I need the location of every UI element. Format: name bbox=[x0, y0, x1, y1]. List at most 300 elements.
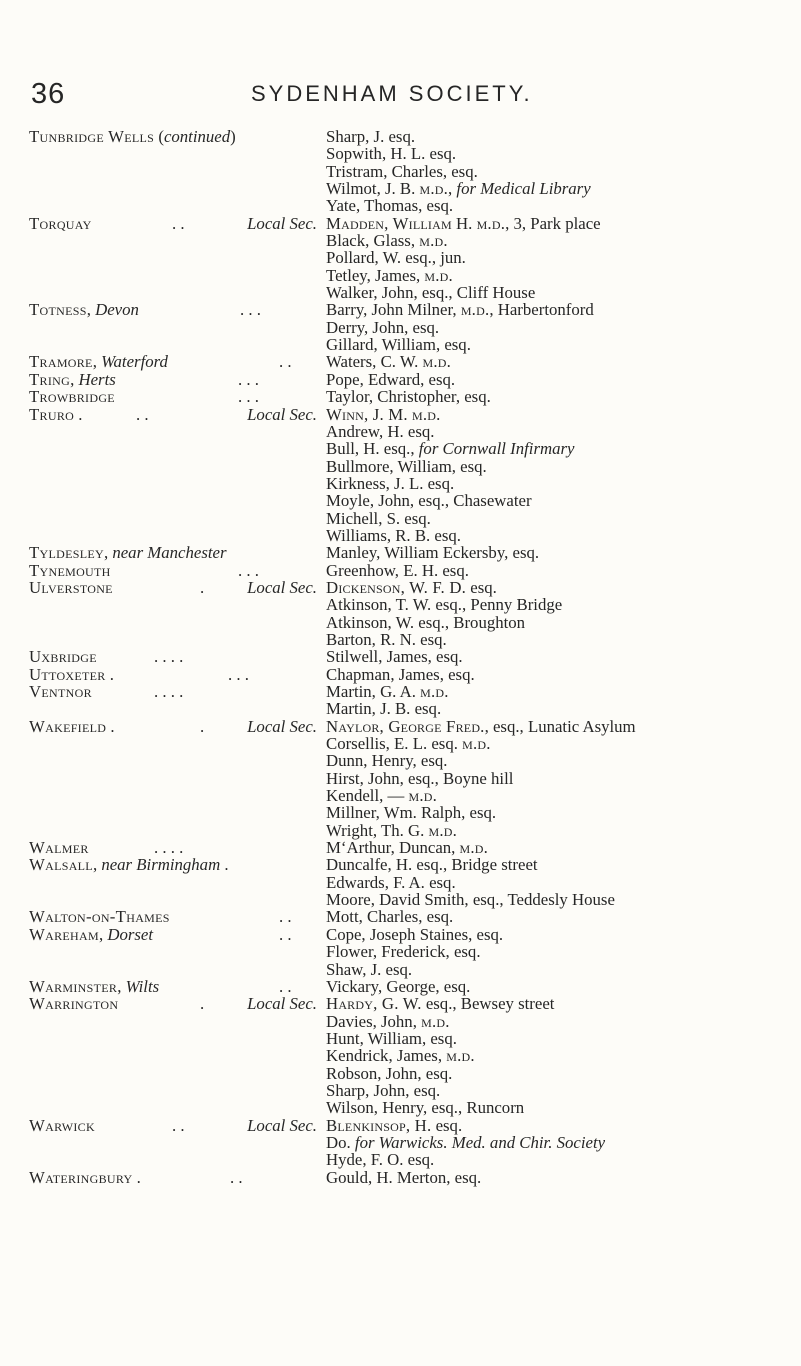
member-name bbox=[326, 683, 449, 700]
text-segment: Wilson, Henry, esq., Runcorn bbox=[326, 1098, 525, 1118]
text-segment: Derry, John, esq. bbox=[326, 317, 440, 337]
list-row bbox=[0, 926, 801, 943]
text-segment: Martin, J. B. esq. bbox=[326, 699, 442, 719]
member-name bbox=[326, 1065, 452, 1082]
member-name bbox=[326, 510, 431, 527]
text-segment: Andrew, H. esq. bbox=[326, 421, 435, 441]
text-segment: , bbox=[92, 352, 102, 372]
dot-leader: . . bbox=[279, 907, 292, 927]
text-segment: Tynemouth bbox=[29, 560, 111, 580]
text-segment: Corsellis, E. L. esq. bbox=[326, 734, 463, 754]
list-row bbox=[0, 197, 801, 214]
member-name bbox=[326, 752, 447, 769]
member-name bbox=[326, 804, 496, 821]
dot-leader: . bbox=[200, 577, 205, 597]
text-segment: Wareham bbox=[29, 924, 99, 944]
member-name bbox=[326, 926, 503, 943]
list-row bbox=[0, 301, 801, 318]
text-segment: Bullmore, William, esq. bbox=[326, 456, 487, 476]
list-row bbox=[0, 804, 801, 821]
list-row bbox=[0, 700, 801, 717]
member-name bbox=[326, 475, 454, 492]
member-name bbox=[326, 232, 448, 249]
text-segment: Atkinson, W. esq., Broughton bbox=[326, 612, 526, 632]
text-segment: Walsall bbox=[29, 855, 93, 875]
location-label bbox=[29, 1117, 95, 1134]
member-name bbox=[326, 353, 451, 370]
list-row bbox=[0, 527, 801, 544]
text-segment: Martin, G. A. bbox=[326, 682, 421, 701]
text-segment: Atkinson, T. W. esq., Penny Bridge bbox=[326, 595, 563, 615]
text-segment: Blenkinsop, H. bbox=[326, 1115, 432, 1135]
member-name bbox=[326, 700, 441, 717]
list-row bbox=[0, 1030, 801, 1047]
location-label bbox=[29, 406, 82, 423]
member-name bbox=[326, 458, 487, 475]
member-name bbox=[326, 180, 591, 197]
list-row bbox=[0, 163, 801, 180]
local-secretary-label: Local Sec. bbox=[247, 1115, 317, 1135]
text-segment: Pope, Edward, esq. bbox=[326, 369, 456, 389]
member-name bbox=[326, 978, 470, 995]
member-name bbox=[326, 1030, 457, 1047]
text-segment: m.d. bbox=[419, 231, 448, 251]
member-name bbox=[326, 163, 478, 180]
text-segment: Dorset bbox=[107, 924, 154, 944]
text-segment: , bbox=[92, 855, 102, 875]
member-name bbox=[326, 492, 532, 509]
text-segment: Do. bbox=[326, 1132, 355, 1152]
text-segment: Sharp, J. esq. bbox=[326, 127, 416, 146]
subscriber-list bbox=[0, 128, 801, 1186]
list-row bbox=[0, 128, 801, 145]
member-name bbox=[326, 562, 469, 579]
text-segment: m.d. bbox=[460, 300, 490, 320]
list-row bbox=[0, 648, 801, 665]
location-label bbox=[29, 666, 114, 683]
text-segment: , bbox=[70, 369, 79, 389]
member-name bbox=[326, 648, 463, 665]
text-segment: , bbox=[448, 179, 457, 199]
text-segment: ) bbox=[230, 127, 236, 146]
member-name bbox=[326, 388, 491, 405]
text-segment: Naylor, George Fred. bbox=[326, 716, 485, 736]
list-row bbox=[0, 770, 801, 787]
list-row bbox=[0, 319, 801, 336]
text-segment: m.d. bbox=[419, 179, 449, 199]
text-segment: Sopwith, H. L. esq. bbox=[326, 144, 457, 164]
list-row bbox=[0, 284, 801, 301]
list-row bbox=[0, 1169, 801, 1186]
text-segment: esq., Bewsey street bbox=[421, 994, 555, 1014]
text-segment: Wilts bbox=[125, 976, 160, 996]
text-segment: Yate, Thomas, esq. bbox=[326, 196, 454, 216]
member-name bbox=[326, 301, 594, 318]
text-segment: . bbox=[74, 404, 83, 424]
list-row bbox=[0, 666, 801, 683]
text-segment: Hirst, John, esq., Boyne hill bbox=[326, 768, 514, 788]
text-segment: Moore, David Smith, esq., Teddesly House bbox=[326, 890, 615, 910]
list-row bbox=[0, 180, 801, 197]
list-row bbox=[0, 145, 801, 162]
text-segment: Vickary, George, esq. bbox=[326, 976, 471, 996]
list-row bbox=[0, 908, 801, 925]
dot-leader: . . . bbox=[240, 300, 261, 320]
text-segment: Devon bbox=[95, 300, 139, 320]
list-row bbox=[0, 752, 801, 769]
list-row bbox=[0, 440, 801, 457]
list-row bbox=[0, 475, 801, 492]
text-segment: Shaw, J. esq. bbox=[326, 959, 413, 979]
list-row bbox=[0, 614, 801, 631]
dot-leader: . . bbox=[230, 1167, 243, 1187]
text-segment: Black, Glass, bbox=[326, 231, 420, 251]
text-segment: , 3, Park place bbox=[505, 213, 601, 233]
text-segment: Tetley, James, bbox=[326, 265, 425, 285]
member-name bbox=[326, 631, 447, 648]
list-row bbox=[0, 267, 801, 284]
text-segment: , bbox=[117, 976, 126, 996]
member-name bbox=[326, 145, 456, 162]
list-row bbox=[0, 388, 801, 405]
location-label bbox=[29, 388, 115, 405]
member-name bbox=[326, 1169, 481, 1186]
member-name bbox=[326, 440, 574, 457]
text-segment: Trowbridge bbox=[29, 387, 115, 407]
location-label bbox=[29, 1169, 141, 1186]
dot-leader: . . . bbox=[238, 387, 259, 407]
text-segment: Walton-on-Thames bbox=[29, 907, 170, 927]
location-label bbox=[29, 301, 139, 318]
member-name bbox=[326, 822, 457, 839]
text-segment: . bbox=[106, 716, 115, 736]
list-row bbox=[0, 1117, 801, 1134]
text-segment: Wakefield bbox=[29, 716, 107, 736]
list-row bbox=[0, 787, 801, 804]
list-row bbox=[0, 995, 801, 1012]
member-name bbox=[326, 1134, 605, 1151]
member-name bbox=[326, 908, 453, 925]
text-segment: H. bbox=[451, 213, 477, 233]
text-segment: m.d. bbox=[446, 1046, 475, 1066]
text-segment: Kendell, — bbox=[326, 786, 409, 806]
location-label bbox=[29, 839, 89, 856]
list-row bbox=[0, 544, 801, 561]
list-row bbox=[0, 822, 801, 839]
list-row bbox=[0, 961, 801, 978]
text-segment: m.d. bbox=[476, 213, 506, 233]
text-segment: for Medical Library bbox=[456, 179, 591, 199]
list-row bbox=[0, 1047, 801, 1064]
local-secretary-label: Local Sec. bbox=[247, 716, 317, 736]
location-label bbox=[29, 995, 118, 1012]
text-segment: Hunt, William, esq. bbox=[326, 1028, 457, 1048]
dot-leader: . . bbox=[279, 352, 292, 372]
text-segment: Tristram, Charles, esq. bbox=[326, 161, 478, 181]
member-name bbox=[326, 1151, 434, 1168]
text-segment: Winn, J. M. bbox=[326, 404, 408, 424]
list-row bbox=[0, 839, 801, 856]
location-label bbox=[29, 648, 97, 665]
member-name bbox=[326, 527, 461, 544]
text-segment: Duncalfe, H. esq., Bridge street bbox=[326, 855, 538, 875]
text-segment: , bbox=[98, 924, 108, 944]
dot-leader: . . . bbox=[228, 664, 249, 684]
member-name bbox=[326, 1099, 524, 1116]
text-segment: Walker, John, esq., Cliff House bbox=[326, 283, 536, 303]
text-segment: . bbox=[105, 664, 114, 684]
list-row bbox=[0, 423, 801, 440]
dot-leader: . . . bbox=[238, 560, 259, 580]
text-segment: Davies, John, bbox=[326, 1011, 422, 1031]
member-name bbox=[326, 267, 453, 284]
text-segment: Pollard, W. esq., jun. bbox=[326, 248, 466, 268]
text-segment: Kendrick, James, bbox=[326, 1046, 447, 1066]
text-segment: , bbox=[86, 300, 96, 320]
list-row bbox=[0, 596, 801, 613]
text-segment: Barton, R. N. esq. bbox=[326, 629, 447, 649]
text-segment: m.d. bbox=[422, 352, 452, 372]
member-name bbox=[326, 666, 475, 683]
text-segment: Chapman, James, esq. bbox=[326, 664, 475, 684]
text-segment: Cope, Joseph Staines, esq. bbox=[326, 924, 504, 944]
list-row bbox=[0, 562, 801, 579]
dot-leader: . . bbox=[279, 924, 292, 944]
list-row bbox=[0, 1065, 801, 1082]
list-row bbox=[0, 856, 801, 873]
location-label bbox=[29, 978, 159, 995]
text-segment: ( bbox=[154, 127, 164, 146]
dot-leader: . . . . bbox=[154, 647, 184, 667]
member-name bbox=[326, 197, 453, 214]
text-segment: Warminster bbox=[29, 976, 118, 996]
list-row bbox=[0, 683, 801, 700]
member-name bbox=[326, 787, 437, 804]
member-name bbox=[326, 1117, 462, 1134]
text-segment: Taylor, Christopher, esq. bbox=[326, 387, 491, 407]
text-segment: Uttoxeter bbox=[29, 664, 106, 684]
member-name bbox=[326, 544, 539, 561]
text-segment: Tunbridge Wells bbox=[29, 127, 155, 146]
location-label bbox=[29, 718, 115, 735]
member-name bbox=[326, 596, 562, 613]
member-name bbox=[326, 336, 471, 353]
dot-leader: . . . . bbox=[154, 682, 184, 701]
text-segment: . bbox=[132, 1167, 141, 1187]
text-segment: Ventnor bbox=[29, 682, 92, 701]
location-label bbox=[29, 683, 92, 700]
member-name bbox=[326, 319, 439, 336]
text-segment: Bull, H. esq., bbox=[326, 439, 419, 459]
location-label bbox=[29, 908, 170, 925]
local-secretary-label: Local Sec. bbox=[247, 213, 317, 233]
list-row bbox=[0, 510, 801, 527]
text-segment: Totness bbox=[29, 300, 87, 320]
text-segment: continued bbox=[163, 127, 231, 146]
member-name bbox=[326, 284, 535, 301]
member-name bbox=[326, 961, 412, 978]
text-segment: Williams, R. B. esq. bbox=[326, 525, 461, 545]
location-label bbox=[29, 371, 116, 388]
location-label bbox=[29, 926, 153, 943]
text-segment: Barry, John Milner, bbox=[326, 300, 461, 320]
member-name bbox=[326, 406, 441, 423]
text-segment: Gould, H. Merton, esq. bbox=[326, 1167, 482, 1187]
text-segment: Kirkness, J. L. esq. bbox=[326, 473, 455, 493]
text-segment: m.d. bbox=[408, 786, 438, 806]
dot-leader: . bbox=[200, 994, 205, 1014]
list-row bbox=[0, 631, 801, 648]
page-number: 36 bbox=[31, 78, 66, 110]
dot-leader: . bbox=[200, 716, 205, 736]
text-segment: m.d. bbox=[412, 404, 441, 424]
member-name bbox=[326, 995, 554, 1012]
list-row bbox=[0, 1134, 801, 1151]
list-row bbox=[0, 874, 801, 891]
member-name bbox=[326, 579, 497, 596]
location-label bbox=[29, 215, 92, 232]
text-segment: Sharp, John, esq. bbox=[326, 1080, 441, 1100]
text-segment: Robson, John, esq. bbox=[326, 1063, 453, 1083]
text-segment: , bbox=[103, 543, 113, 563]
local-secretary-label: Local Sec. bbox=[247, 994, 317, 1014]
location-label bbox=[29, 544, 227, 561]
member-name bbox=[326, 1047, 475, 1064]
text-segment: Tring bbox=[29, 369, 71, 389]
member-name bbox=[326, 891, 615, 908]
text-segment: Dunn, Henry, esq. bbox=[326, 751, 448, 771]
dot-leader: . . bbox=[279, 976, 292, 996]
list-row bbox=[0, 1151, 801, 1168]
text-segment: . bbox=[220, 855, 229, 875]
text-segment: Herts bbox=[78, 369, 116, 389]
list-row bbox=[0, 215, 801, 232]
member-name bbox=[326, 1082, 440, 1099]
text-segment: m.d. bbox=[428, 820, 458, 840]
list-row bbox=[0, 943, 801, 960]
member-name bbox=[326, 128, 415, 145]
location-label bbox=[29, 562, 111, 579]
text-segment: for Warwicks. Med. and Chir. Society bbox=[354, 1132, 606, 1152]
list-row bbox=[0, 458, 801, 475]
text-segment: Moyle, John, esq., Chasewater bbox=[326, 491, 532, 511]
text-segment: Waterford bbox=[101, 352, 168, 372]
location-label bbox=[29, 579, 113, 596]
dot-leader: . . bbox=[172, 1115, 185, 1135]
member-name bbox=[326, 839, 488, 856]
list-row bbox=[0, 492, 801, 509]
text-segment: Millner, Wm. Ralph, esq. bbox=[326, 803, 497, 823]
text-segment: Truro bbox=[29, 404, 75, 424]
text-segment: Hyde, F. O. esq. bbox=[326, 1150, 435, 1170]
dot-leader: . . . bbox=[238, 369, 259, 389]
list-row bbox=[0, 718, 801, 735]
list-row bbox=[0, 735, 801, 752]
text-segment: m.d. bbox=[424, 265, 453, 285]
text-segment: m.d. bbox=[462, 734, 491, 754]
text-segment: , esq., Lunatic Asylum bbox=[484, 716, 636, 736]
member-name bbox=[326, 718, 636, 735]
text-segment: esq. bbox=[466, 577, 497, 597]
running-head: SYDENHAM SOCIETY. bbox=[251, 81, 533, 106]
member-name bbox=[326, 423, 434, 440]
text-segment: , Harbertonford bbox=[489, 300, 594, 320]
text-segment: Madden, William bbox=[326, 213, 452, 233]
list-row bbox=[0, 336, 801, 353]
text-segment: near Manchester bbox=[112, 543, 227, 563]
member-name bbox=[326, 856, 538, 873]
text-segment: Manley, William Eckersby, esq. bbox=[326, 543, 540, 563]
local-secretary-label: Local Sec. bbox=[247, 577, 317, 597]
text-segment: Ulverstone bbox=[29, 577, 113, 597]
list-row bbox=[0, 406, 801, 423]
member-name bbox=[326, 215, 601, 232]
member-name bbox=[326, 249, 466, 266]
text-segment: Mott, Charles, esq. bbox=[326, 907, 454, 927]
member-name bbox=[326, 874, 456, 891]
text-segment: Warrington bbox=[29, 994, 119, 1014]
location-label bbox=[29, 128, 236, 145]
member-name bbox=[326, 735, 491, 752]
text-segment: esq. bbox=[431, 1115, 463, 1135]
member-name bbox=[326, 371, 455, 388]
text-segment: Wright, Th. G. bbox=[326, 820, 429, 840]
text-segment: Torquay bbox=[29, 213, 92, 233]
text-segment: M‘Arthur, Duncan, bbox=[326, 838, 460, 858]
text-segment: Walmer bbox=[29, 838, 89, 858]
list-row bbox=[0, 978, 801, 995]
text-segment: Stilwell, James, esq. bbox=[326, 647, 463, 667]
text-segment: Warwick bbox=[29, 1115, 95, 1135]
list-row bbox=[0, 353, 801, 370]
list-row bbox=[0, 1099, 801, 1116]
list-row bbox=[0, 891, 801, 908]
dot-leader: . . . . bbox=[154, 838, 184, 858]
text-segment: Waters, C. W. bbox=[326, 352, 423, 372]
location-label bbox=[29, 353, 168, 370]
list-row bbox=[0, 249, 801, 266]
text-segment: Edwards, F. A. esq. bbox=[326, 872, 456, 892]
list-row bbox=[0, 1013, 801, 1030]
text-segment: m.d. bbox=[420, 682, 449, 701]
text-segment: Hardy, G. W. bbox=[326, 994, 422, 1014]
dot-leader: . . bbox=[136, 404, 149, 424]
dot-leader: . . bbox=[172, 213, 185, 233]
text-segment: Dickenson, W. F. D. bbox=[326, 577, 467, 597]
text-segment: Gillard, William, esq. bbox=[326, 335, 471, 355]
local-secretary-label: Local Sec. bbox=[247, 404, 317, 424]
list-row bbox=[0, 232, 801, 249]
member-name bbox=[326, 770, 513, 787]
location-label bbox=[29, 856, 229, 873]
list-row bbox=[0, 371, 801, 388]
text-segment: Tramore bbox=[29, 352, 93, 372]
member-name bbox=[326, 1013, 450, 1030]
text-segment: for Cornwall Infirmary bbox=[418, 439, 575, 459]
text-segment: Flower, Frederick, esq. bbox=[326, 942, 481, 962]
text-segment: Michell, S. esq. bbox=[326, 508, 431, 528]
member-name bbox=[326, 943, 481, 960]
text-segment: Uxbridge bbox=[29, 647, 97, 667]
text-segment: Greenhow, E. H. esq. bbox=[326, 560, 469, 580]
member-name bbox=[326, 614, 525, 631]
text-segment: near Birmingham bbox=[101, 855, 221, 875]
text-segment: m.d. bbox=[421, 1011, 450, 1031]
list-row bbox=[0, 579, 801, 596]
list-row bbox=[0, 1082, 801, 1099]
text-segment: m.d. bbox=[459, 838, 489, 858]
text-segment: Wateringbury bbox=[29, 1167, 133, 1187]
